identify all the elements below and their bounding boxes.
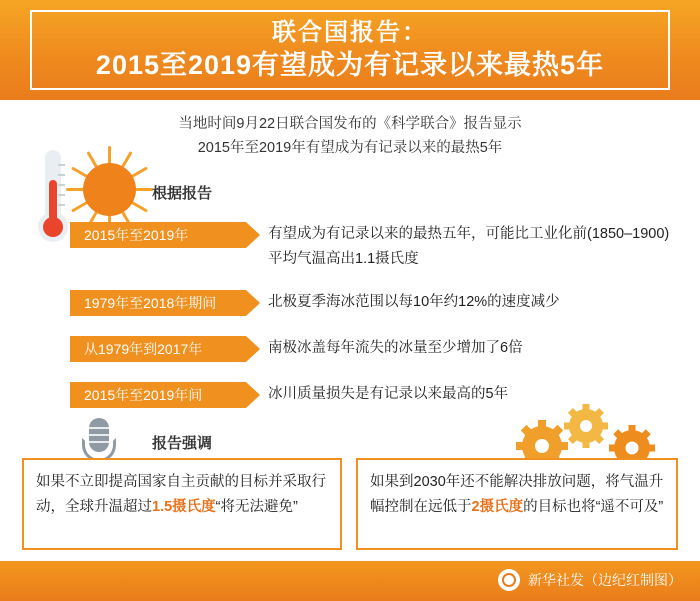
section-heading-report: 根据报告 (152, 185, 213, 202)
row-text-3: 南极冰盖每年流失的冰量至少增加了6倍 (268, 340, 523, 356)
emphasis-right-part1: 如果到2030年还不能解决排放问题，将气温升幅控制在远低于 (370, 474, 664, 515)
page-title-line2: 2015至2019有望成为有记录以来最热5年 (95, 50, 605, 80)
page-title-line1: 联合国报告： (272, 19, 428, 46)
intro-line-1: 当地时间9月22日联合国发布的《科学联合》报告显示 (178, 116, 522, 132)
footer-bar (0, 561, 700, 601)
emphasis-left-part2: “将无法避免” (215, 499, 298, 515)
row-text-2: 北极夏季海冰范围以每10年约12%的速度减少 (268, 294, 560, 310)
row-text-1: 有望成为有记录以来的最热五年，可能比工业化前(1850–1900)平均气温高出1.1摄氏度 (268, 226, 670, 267)
emphasis-right-highlight: 2摄氏度 (471, 499, 524, 515)
row-tag-4: 2015年至2019年间 (70, 382, 246, 408)
footer-credit: 新华社发（边纪红制图） (528, 572, 682, 588)
header-banner (0, 0, 700, 100)
row-tag-1: 2015年至2019年 (70, 222, 246, 248)
emphasis-right-part2: 的目标也将“遥不可及” (523, 499, 664, 515)
emphasis-left-part1: 如果不立即提高国家自主贡献的目标并采取行动，全球升温超过 (36, 474, 326, 515)
xinhua-logo-icon (498, 569, 520, 591)
emphasis-left-highlight: 1.5摄氏度 (152, 499, 216, 515)
row-text-4: 冰川质量损失是有记录以来最高的5年 (268, 386, 509, 402)
row-tag-2: 1979年至2018年期间 (70, 290, 246, 316)
row-tag-3: 从1979年到2017年 (70, 336, 246, 362)
intro-line-2: 2015年至2019年有望成为有记录以来的最热5年 (197, 140, 503, 156)
section-heading-emphasis: 报告强调 (152, 435, 213, 452)
header-frame (30, 10, 670, 90)
emphasis-box-left (22, 458, 342, 550)
thermometer-icon (36, 150, 70, 260)
footer-content (498, 569, 682, 591)
emphasis-box-right (356, 458, 678, 550)
